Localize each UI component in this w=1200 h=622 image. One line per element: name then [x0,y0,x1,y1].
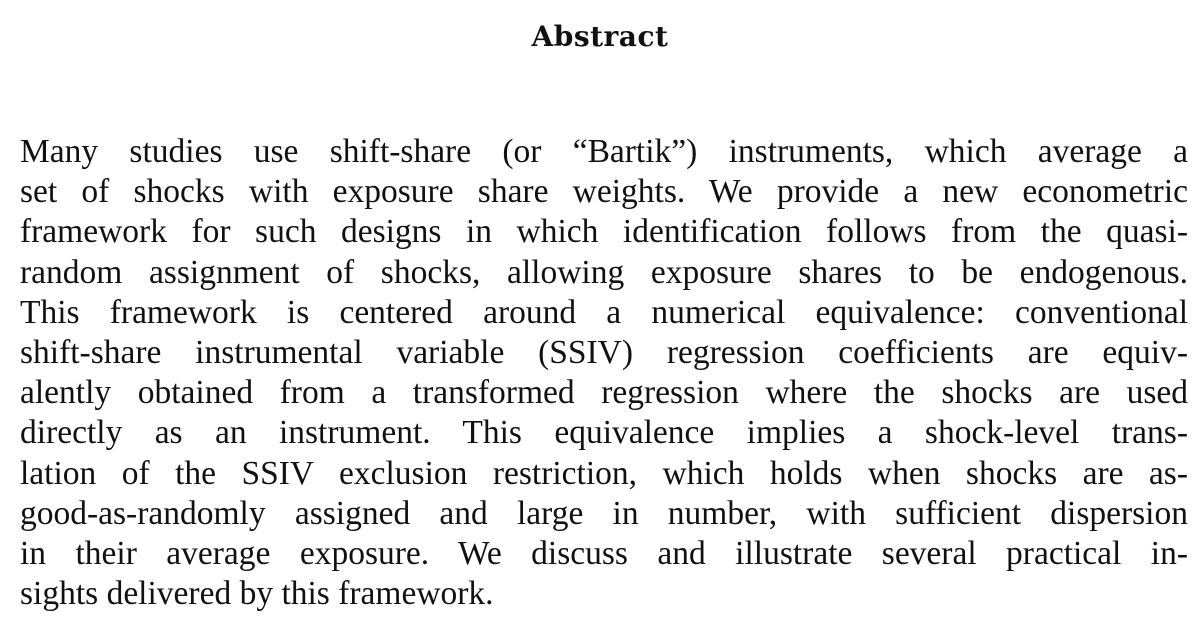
abstract-line: good-as-randomly assigned and large in number, with sufficient dispersion [20,494,1188,532]
abstract-line: directly as an instrument. This equivalence implies a shock-level trans- [20,414,1188,452]
abstract-line: shift-share instrumental variable (SSIV) regression coefficients are equiv- [20,334,1188,372]
abstract-line: lation of the SSIV exclusion restriction, which holds when shocks are as- [20,454,1188,492]
abstract-line: framework for such designs in which identification follows from the quasi- [20,213,1188,251]
abstract-line: random assignment of shocks, allowing exposure shares to be endogenous. [20,253,1188,291]
abstract-line: in their average exposure. We discuss and illustrate several practical in- [20,535,1188,573]
abstract-line: This framework is centered around a numerical equivalence: conventional [20,293,1188,331]
abstract-line: sights delivered by this framework. [20,575,494,613]
abstract-line: Many studies use shift-share (or “Bartik”) instruments, which average a [20,133,1188,170]
abstract-line: set of shocks with exposure share weights. We provide a new econometric [20,173,1188,211]
abstract-line: alently obtained from a transformed regression where the shocks are used [20,374,1188,412]
abstract-heading: Abstract [531,20,669,53]
abstract-body [20,132,1188,614]
